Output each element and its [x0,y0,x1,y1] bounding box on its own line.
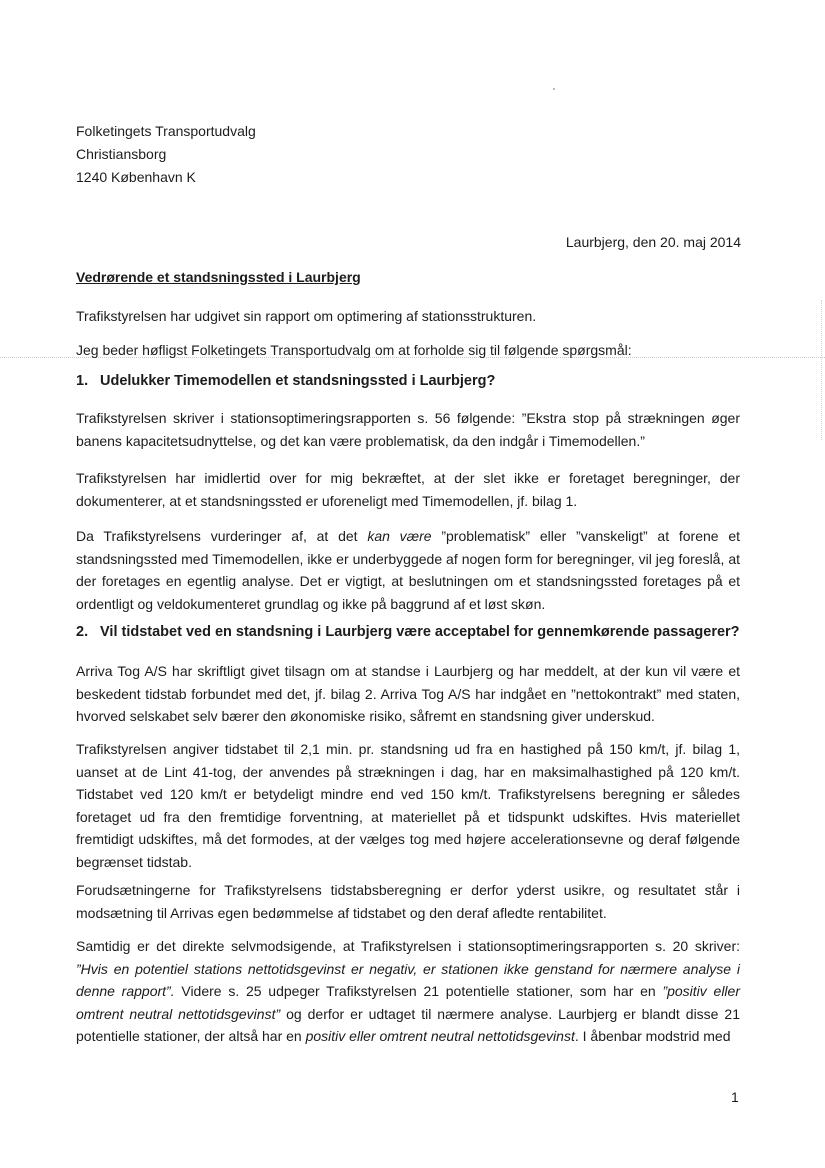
section-2-paragraph-4-part-b: Videre s. 25 udpeger Trafikstyrelsen 21 potentielle stationer, som har en [174,983,663,999]
section-1-number: 1. [76,373,89,389]
section-2-paragraph-4-quote-1: ”Hvis en potentiel stations nettotidsgevinst er negativ, er stationen ikke genstand for nærmere analyse i denne rapport”. [76,960,740,999]
section-1-heading [76,373,495,389]
section-1-paragraph-1: Trafikstyrelsen skriver i stationsoptimeringsrapporten s. 56 følgende: ”Ekstra stop på strækningen øger banens kapacitetsudnyttelse, og det kan være problematisk, da den indgår i Timemodellen.” [76,410,740,449]
section-2-paragraph-4-emphasis: positiv eller omtrent neutral nettotidsgevinst [305,1028,575,1044]
section-2-title: Vil tidstabet ved en standsning i Laurbjerg være acceptabel for gennemkørende passagerer? [100,624,740,640]
recipient-line-2: Christiansborg [76,146,167,162]
section-2-heading [76,624,740,640]
letter-subject: Vedrørende et standsningssted i Laurbjerg [76,269,361,285]
section-2-paragraph-4-part-d: . I åbenbar modstrid med [574,1028,731,1044]
section-2-paragraph-4-part-c: og derfor er udtaget til nærmere analyse. Laurbjerg er blandt disse 21 potentielle stationer, der altså har en [76,1005,740,1044]
recipient-line-3: 1240 København K [76,169,196,185]
section-2-paragraph-2: Trafikstyrelsen angiver tidstabet til 2,1 min. pr. standsning ud fra en hastighed på 150 km/t, jf. bilag 1, uanset at de Lint 41-tog, der anvendes på strækningen i dag, har en maksimalhastighed på 120 km/t. Tidstabet ved 120 km/t er betydeligt mindre end ved 150 km/t. Trafikstyrelsens beregning er således foretaget ud fra den fremtidige forventning, at materiellet på et tidspunkt udskiftes. Hvis materiellet fremtidigt udskiftes, må det formodes, at der vælges tog med højere accelerationsevne og deraf følgende begrænset tidstab. [76,741,740,870]
intro-paragraph-1: Trafikstyrelsen har udgivet sin rapport om optimering af stationsstrukturen. [76,308,537,324]
section-1-paragraph-3-part-a: Da Trafikstyrelsens vurderinger af, at det [76,528,368,544]
scan-edge-artifact [821,300,823,440]
section-2-paragraph-4-quote-2: ”positiv eller omtrent neutral nettotidsgevinst” [76,983,740,1022]
section-2-paragraph-3: Forudsætningerne for Trafikstyrelsens tidstabsberegning er derfor yderst usikre, og resultatet står i modsætning til Arrivas egen bedømmelse af tidstabet og den deraf afledte rentabilitet. [76,882,740,921]
section-2-paragraph-1: Arriva Tog A/S har skriftligt givet tilsagn om at standse i Laurbjerg og har meddelt, at der kun vil være et beskedent tidstab forbundet med det, jf. bilag 2. Arriva Tog A/S har indgået en ”nettokontrakt” med staten, hvorved selskabet selv bærer den økonomiske risiko, såfremt en standsning giver underskud. [76,663,740,724]
scan-speck [553,88,555,90]
section-2-number: 2. [76,624,89,640]
recipient-address [76,120,256,189]
intro-paragraph-2: Jeg beder høfligst Folketingets Transportudvalg om at forholde sig til følgende spørgsmål: [76,342,632,358]
page-number: 1 [731,1089,739,1105]
section-1-paragraph-3-part-b: ”problematisk” eller ”vanskeligt” at forene et standsningssted med Timemodellen, ikke er underbyggede af nogen form for beregninger, vil jeg foreslå, at der foretages en egentlig analyse. Det er vigtigt, at beslutningen om et standsningssted foretages på et ordentligt og veldokumenteret grundlag og ikke på baggrund af et løst skøn. [76,528,741,612]
recipient-line-1: Folketingets Transportudvalg [76,123,256,139]
section-2-paragraph-4-part-a: Samtidig er det direkte selvmodsigende, at Trafikstyrelsen i stationsoptimeringsrapporten s. 20 skriver: [76,938,740,954]
section-1-paragraph-3 [76,525,740,615]
section-1-paragraph-3-emphasis: kan være [367,528,432,544]
section-2-paragraph-4 [76,935,740,1048]
section-1-paragraph-2: Trafikstyrelsen har imidlertid over for mig bekræftet, at der slet ikke er foretaget beregninger, der dokumenterer, at et standsningssted er uforeneligt med Timemodellen, jf. bilag 1. [76,470,740,509]
section-1-title: Udelukker Timemodellen et standsningssted i Laurbjerg? [100,373,496,389]
letter-date: Laurbjerg, den 20. maj 2014 [565,234,741,250]
